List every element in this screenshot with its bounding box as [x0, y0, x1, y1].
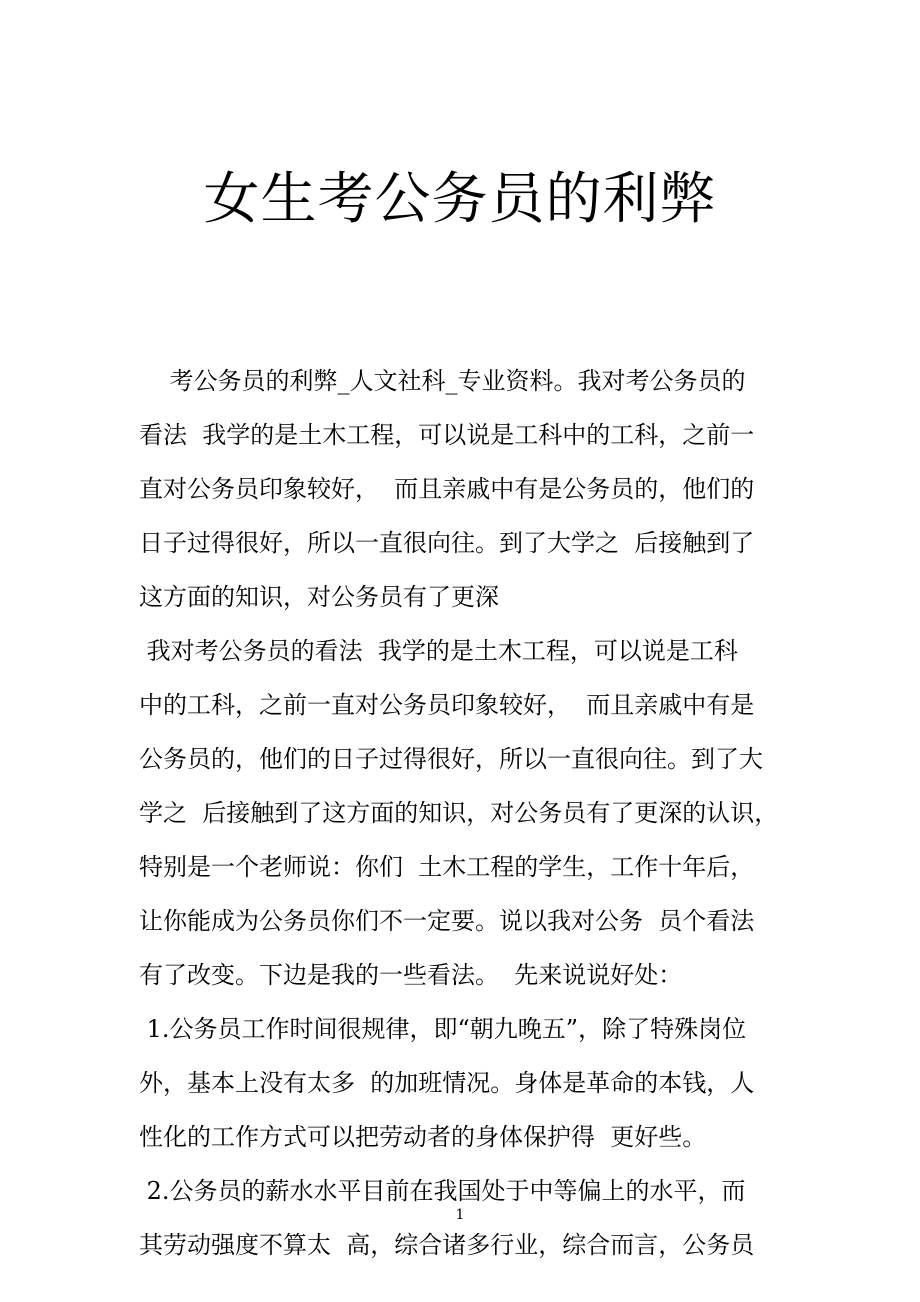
text-line: 中的工科，之前一直对公务员印象较好， 而且亲戚中有是 [139, 691, 755, 719]
document-body [139, 360, 781, 1278]
text-line: 考公务员的利弊_人文社科_专业资料。我对考公务员的 [139, 367, 746, 395]
text-line: 性化的工作方式可以把劳动者的身体保护得 更好些。 [139, 1123, 707, 1151]
text-line: 让你能成为公务员你们不一定要。说以我对公务 员个看法 [139, 907, 755, 935]
text-line: 其劳动强度不算太 高，综合诸多行业，综合而言，公务员 [139, 1231, 755, 1259]
text-line: 1.公务员工作时间很规律，即“朝九晚五”，除了特殊岗位 [139, 1015, 747, 1043]
text-line: 我对考公务员的看法 我学的是土木工程，可以说是工科 [139, 637, 738, 665]
text-line: 这方面的知识，对公务员有了更深 [139, 583, 499, 611]
text-line: 直对公务员印象较好， 而且亲戚中有是公务员的，他们的 [139, 475, 755, 503]
text-line: 公务员的，他们的日子过得很好，所以一直很向往。到了大 [139, 745, 763, 773]
text-line: 看法 我学的是土木工程，可以说是工科中的工科，之前一 [139, 421, 755, 449]
text-line: 学之 后接触到了这方面的知识，对公务员有了更深的认识， [139, 799, 779, 827]
page-number: 1 [455, 1207, 465, 1223]
text-line: 外，基本上没有太多 的加班情况。身体是革命的本钱，人 [139, 1069, 755, 1097]
text-line: 2.公务员的薪水水平目前在我国处于中等偏上的水平，而 [139, 1177, 746, 1205]
text-line: 日子过得很好，所以一直很向往。到了大学之 后接触到了 [139, 529, 755, 557]
document-title: 女生考公务员的利弊 [203, 167, 717, 232]
text-line: 有了改变。下边是我的一些看法。 先来说说好处： [139, 961, 683, 989]
text-line: 特别是一个老师说：你们 土木工程的学生，工作十年后， [139, 853, 755, 881]
